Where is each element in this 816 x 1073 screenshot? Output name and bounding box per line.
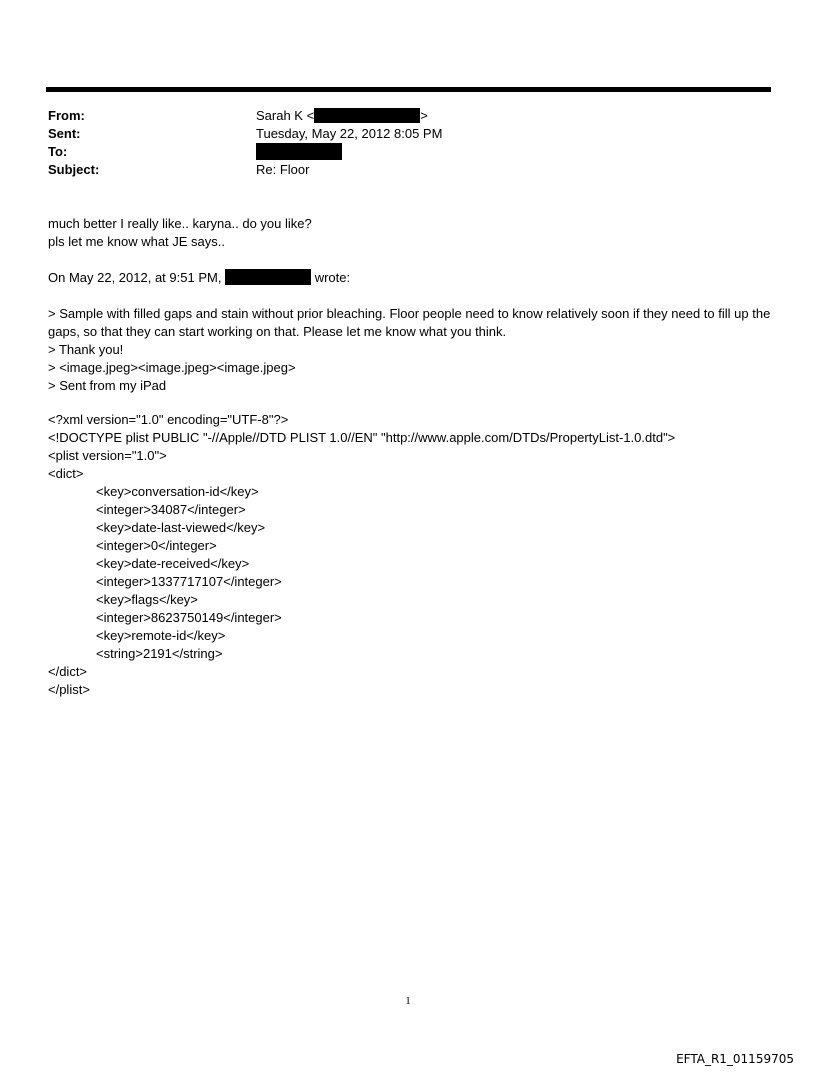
xml-line: <integer>34087</integer> bbox=[96, 502, 246, 517]
xml-line: <integer>0</integer> bbox=[96, 538, 217, 553]
xml-line: <key>date-received</key> bbox=[96, 556, 250, 571]
xml-line: <key>date-last-viewed</key> bbox=[96, 520, 266, 535]
quote-attribution bbox=[48, 269, 773, 287]
to-value bbox=[256, 143, 342, 161]
quoted-line: > Sample with filled gaps and stain without prior bleaching. Floor people need to know relatively soon if they need to fill up the gaps, so that they can start working on that. Please let me know what you think. bbox=[48, 306, 771, 339]
xml-line: <integer>1337717107</integer> bbox=[96, 574, 282, 589]
quoted-line: > Thank you! bbox=[48, 342, 124, 357]
to-label: To: bbox=[48, 144, 68, 159]
xml-line: <?xml version="1.0" encoding="UTF-8"?> bbox=[48, 412, 289, 427]
from-name: Sarah K < bbox=[256, 108, 315, 123]
redacted-email bbox=[314, 108, 420, 123]
from-value bbox=[256, 107, 428, 125]
subject-label: Subject: bbox=[48, 162, 100, 177]
quote-prefix: On May 22, 2012, at 9:51 PM, bbox=[48, 270, 222, 285]
subject-value: Re: Floor bbox=[256, 162, 310, 177]
quoted-message bbox=[48, 305, 773, 395]
xml-line: <dict> bbox=[48, 466, 84, 481]
quoted-line: > Sent from my iPad bbox=[48, 378, 167, 393]
header-rule bbox=[46, 87, 771, 92]
sent-label: Sent: bbox=[48, 126, 81, 141]
page-number: 1 bbox=[405, 995, 411, 1007]
from-close: > bbox=[420, 108, 428, 123]
quoted-line: > <image.jpeg><image.jpeg><image.jpeg> bbox=[48, 360, 296, 375]
redacted-recipient bbox=[256, 143, 342, 160]
xml-line: <plist version="1.0"> bbox=[48, 448, 167, 463]
xml-line: </dict> bbox=[48, 664, 88, 679]
xml-line: <key>conversation-id</key> bbox=[96, 484, 259, 499]
plist-block bbox=[48, 411, 675, 699]
message-body bbox=[48, 215, 773, 251]
xml-line: <integer>8623750149</integer> bbox=[96, 610, 282, 625]
xml-line: </plist> bbox=[48, 682, 90, 697]
from-label: From: bbox=[48, 108, 85, 123]
document-id: EFTA_R1_01159705 bbox=[676, 1052, 794, 1066]
message-line: pls let me know what JE says.. bbox=[48, 234, 226, 249]
message-line: much better I really like.. karyna.. do you like? bbox=[48, 216, 312, 231]
xml-line: <key>flags</key> bbox=[96, 592, 198, 607]
xml-line: <string>2191</string> bbox=[96, 646, 223, 661]
xml-line: <key>remote-id</key> bbox=[96, 628, 226, 643]
redacted-sender bbox=[225, 269, 311, 285]
sent-value: Tuesday, May 22, 2012 8:05 PM bbox=[256, 126, 443, 141]
xml-line: <!DOCTYPE plist PUBLIC "-//Apple//DTD PLIST 1.0//EN" "http://www.apple.com/DTDs/PropertyList-1.0.dtd"> bbox=[48, 430, 676, 445]
quote-suffix: wrote: bbox=[314, 270, 351, 285]
